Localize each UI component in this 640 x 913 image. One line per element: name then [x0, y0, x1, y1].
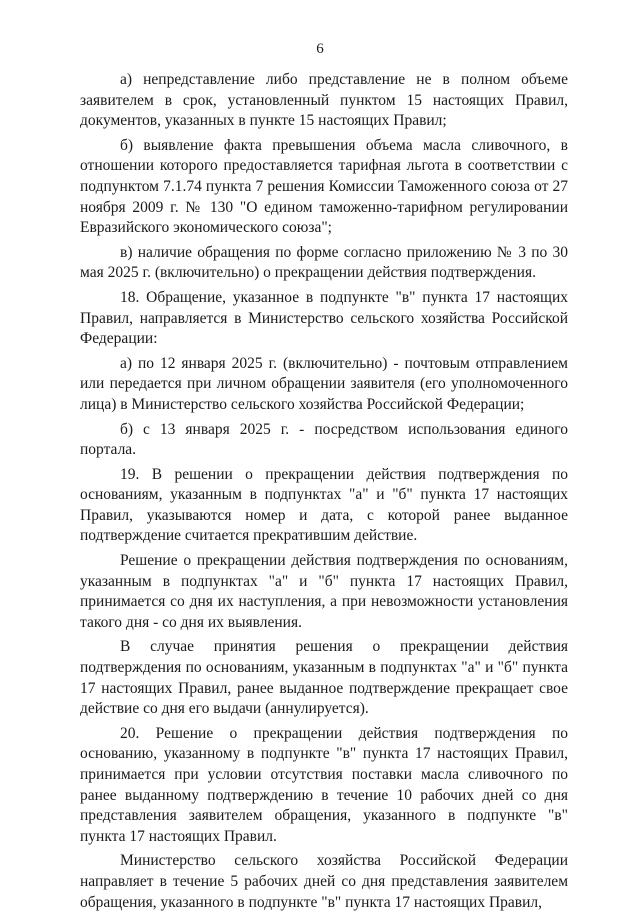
document-body	[80, 66, 568, 913]
paragraph-17c: в) наличие обращения по форме согласно приложению № 3 по 30 мая 2025 г. (включительно) о прекращении действия подтверждения.	[80, 243, 568, 282]
paragraph-18: 18. Обращение, указанное в подпункте "в" пункта 17 настоящих Правил, направляется в Министерство сельского хозяйства Российской Федерации:	[80, 288, 568, 348]
paragraph-17b: б) выявление факта превышения объема масла сливочного, в отношении которого предоставляется тарифная льгота в соответствии с подпунктом 7.1.74 пункта 7 решения Комиссии Таможенного союза от 27 ноября 2009 г. № 130 "О едином таможенно-тарифном регулировании Евразийского экономического союза";	[80, 136, 568, 237]
paragraph-18a: а) по 12 января 2025 г. (включительно) - почтовым отправлением или передается при личном обращении заявителя (его уполномоченного лица) в Министерство сельского хозяйства Российской Федерации;	[80, 354, 568, 413]
paragraph-20-ministry: Министерство сельского хозяйства Российской Федерации направляет в течение 5 рабочих дней со дня представления заявителем обращения, указанного в подпункте "в" пункта 17 настоящих Правил,	[80, 852, 568, 911]
paragraph-19: 19. В решении о прекращении действия подтверждения по основаниям, указанным в подпунктах "а" и "б" пункта 17 настоящих Правил, указываются номер и дата, с которой ранее выданное подтверждение считается прекратившим действие.	[80, 465, 568, 545]
page-number: 6	[316, 41, 324, 57]
paragraph-17a: а) непредставление либо представление не в полном объеме заявителем в срок, установленный пунктом 15 настоящих Правил, документов, указанных в пункте 15 настоящих Правил;	[80, 71, 568, 130]
paragraph-19-annulment: В случае принятия решения о прекращении действия подтверждения по основаниям, указанным в подпунктах "а" и "б" пункта 17 настоящих Правил, ранее выданное подтверждение прекращает свое действие со дня его выдачи (аннулируется).	[80, 638, 568, 718]
paragraph-19-decision: Решение о прекращении действия подтверждения по основаниям, указанным в подпунктах "а" и "б" пункта 17 настоящих Правил, принимается со дня их наступления, а при невозможности установления такого дня - со дня их выявления.	[80, 552, 568, 631]
paragraph-18b: б) с 13 января 2025 г. - посредством использования единого портала.	[80, 420, 568, 459]
paragraph-20: 20. Решение о прекращении действия подтверждения по основанию, указанному в подпункте "в" пункта 17 настоящих Правил, принимается при условии отсутствия поставки масла сливочного по ранее выданному подтверждению в течение 10 рабочих дней со дня представления заявителем обращения, указанного в подпункте "в" пункта 17 настоящих Правил.	[80, 724, 568, 845]
